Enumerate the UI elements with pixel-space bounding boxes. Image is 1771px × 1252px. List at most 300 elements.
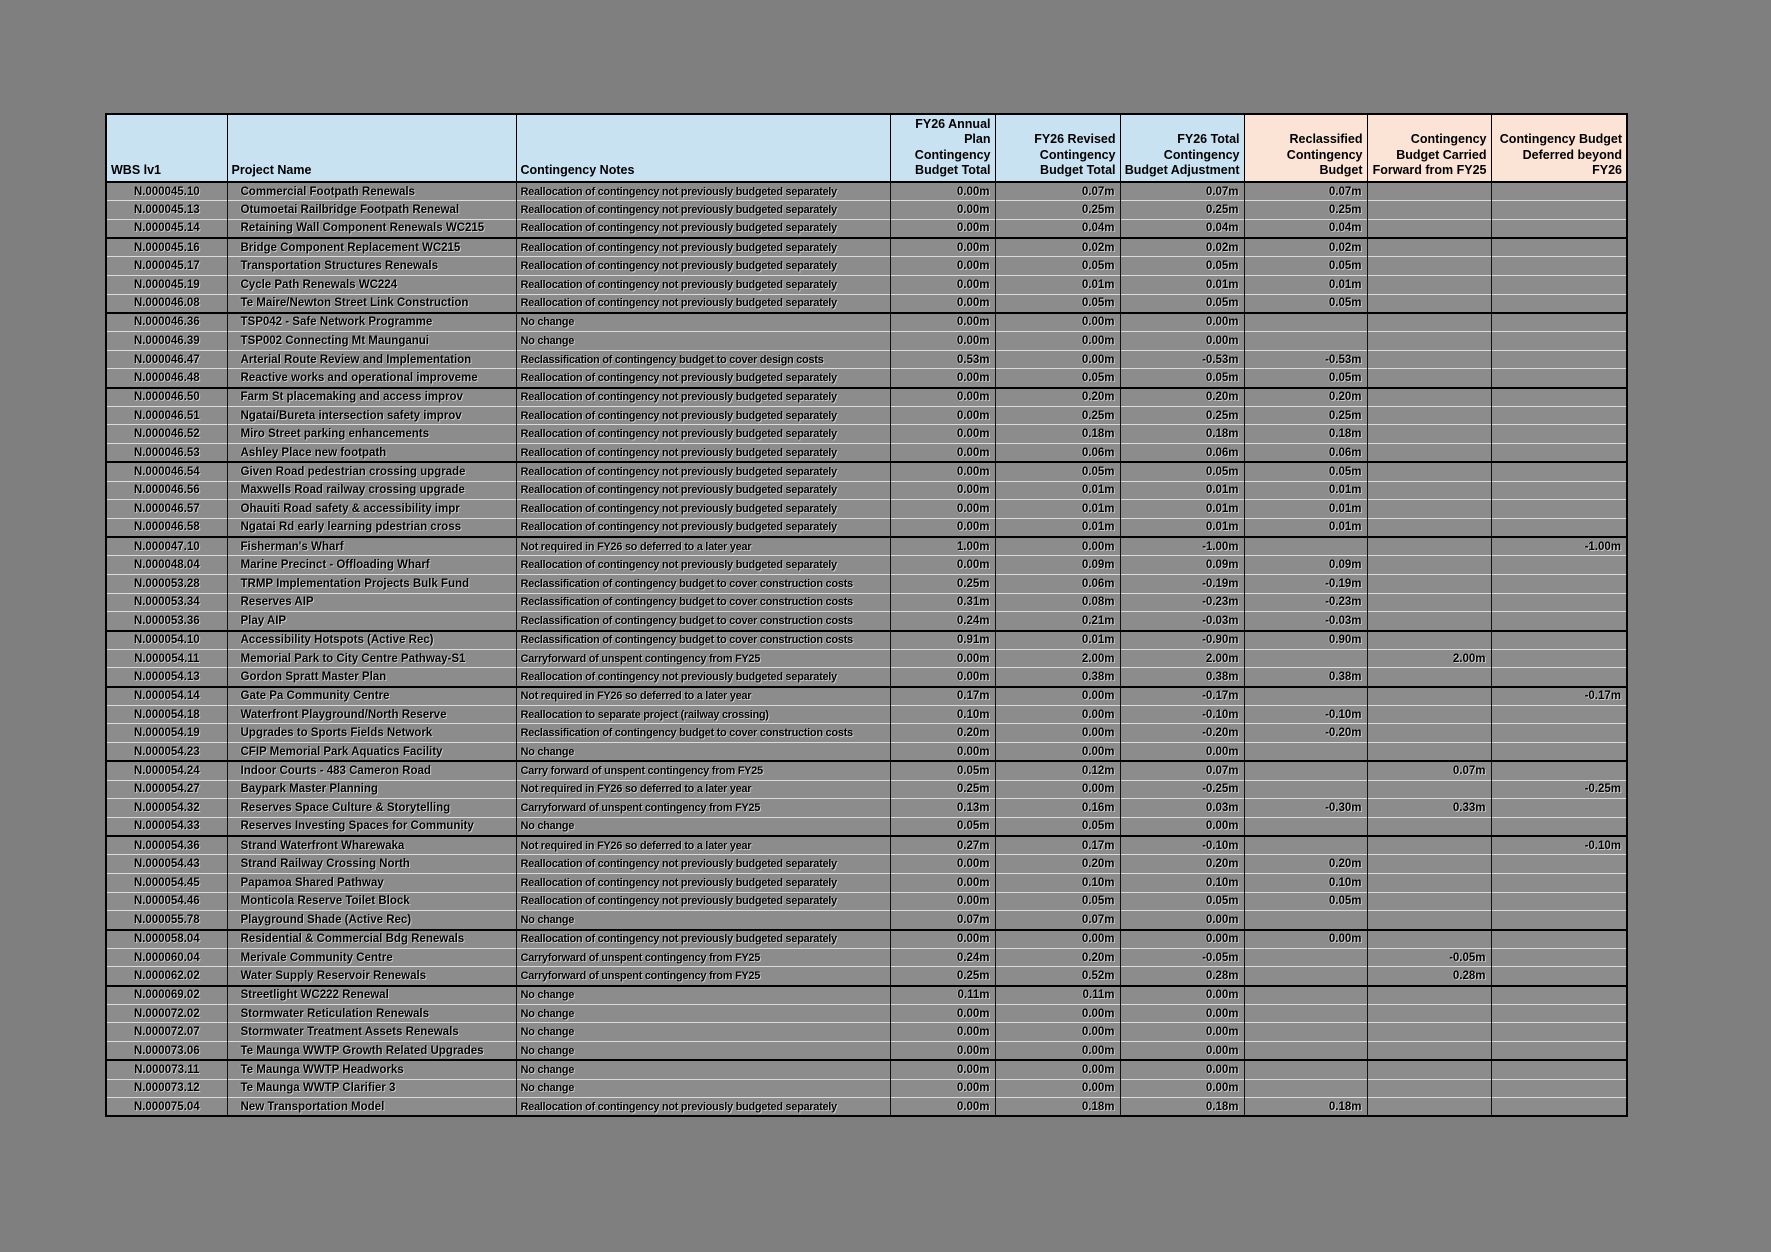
cell-deferred[interactable] <box>1491 388 1627 407</box>
cell-deferred[interactable] <box>1491 967 1627 986</box>
cell-deferred[interactable] <box>1491 761 1627 780</box>
cell-adjustment[interactable]: 0.18m <box>1120 1098 1244 1117</box>
cell-adjustment[interactable]: 0.05m <box>1120 294 1244 313</box>
cell-annual[interactable]: 0.00m <box>890 332 995 351</box>
cell-annual[interactable]: 0.00m <box>890 1004 995 1023</box>
cell-revised[interactable]: 0.38m <box>995 668 1120 687</box>
cell-notes[interactable]: Carryforward of unspent contingency from FY25 <box>516 967 890 986</box>
cell-notes[interactable]: Reallocation of contingency not previously budgeted separately <box>516 388 890 407</box>
cell-annual[interactable]: 0.00m <box>890 444 995 463</box>
cell-carried[interactable] <box>1367 612 1491 631</box>
cell-name[interactable]: Strand Railway Crossing North <box>227 855 516 874</box>
cell-reclassified[interactable] <box>1244 537 1367 556</box>
cell-notes[interactable]: Reallocation of contingency not previously budgeted separately <box>516 182 890 201</box>
cell-annual[interactable]: 0.00m <box>890 406 995 425</box>
cell-reclassified[interactable]: 0.05m <box>1244 892 1367 911</box>
cell-wbs[interactable]: N.000054.27 <box>106 780 227 799</box>
cell-wbs[interactable]: N.000058.04 <box>106 930 227 949</box>
cell-deferred[interactable] <box>1491 556 1627 575</box>
cell-annual[interactable]: 0.24m <box>890 612 995 631</box>
cell-carried[interactable] <box>1367 1098 1491 1117</box>
cell-notes[interactable]: Not required in FY26 so deferred to a later year <box>516 780 890 799</box>
cell-notes[interactable]: Carryforward of unspent contingency from FY25 <box>516 649 890 668</box>
cell-name[interactable]: Gate Pa Community Centre <box>227 687 516 706</box>
cell-notes[interactable]: Reallocation of contingency not previously budgeted separately <box>516 462 890 481</box>
cell-wbs[interactable]: N.000045.16 <box>106 238 227 257</box>
cell-adjustment[interactable]: 2.00m <box>1120 649 1244 668</box>
cell-wbs[interactable]: N.000073.11 <box>106 1060 227 1079</box>
cell-name[interactable]: Strand Waterfront Wharewaka <box>227 836 516 855</box>
cell-adjustment[interactable]: 0.00m <box>1120 911 1244 930</box>
cell-carried[interactable] <box>1367 332 1491 351</box>
cell-name[interactable]: TRMP Implementation Projects Bulk Fund <box>227 574 516 593</box>
cell-deferred[interactable] <box>1491 855 1627 874</box>
cell-reclassified[interactable]: 0.00m <box>1244 930 1367 949</box>
cell-wbs[interactable]: N.000054.24 <box>106 761 227 780</box>
cell-annual[interactable]: 0.20m <box>890 724 995 743</box>
cell-revised[interactable]: 0.06m <box>995 444 1120 463</box>
cell-wbs[interactable]: N.000054.14 <box>106 687 227 706</box>
cell-carried[interactable] <box>1367 892 1491 911</box>
cell-annual[interactable]: 0.17m <box>890 687 995 706</box>
cell-name[interactable]: Te Maunga WWTP Growth Related Upgrades <box>227 1042 516 1061</box>
cell-deferred[interactable]: -0.25m <box>1491 780 1627 799</box>
cell-annual[interactable]: 0.00m <box>890 238 995 257</box>
cell-notes[interactable]: Reclassification of contingency budget to cover construction costs <box>516 574 890 593</box>
cell-annual[interactable]: 0.00m <box>890 1098 995 1117</box>
cell-adjustment[interactable]: -0.10m <box>1120 705 1244 724</box>
cell-name[interactable]: Memorial Park to City Centre Pathway-S1 <box>227 649 516 668</box>
cell-annual[interactable]: 0.00m <box>890 313 995 332</box>
cell-reclassified[interactable]: -0.53m <box>1244 350 1367 369</box>
cell-notes[interactable]: Reallocation of contingency not previously budgeted separately <box>516 500 890 519</box>
cell-annual[interactable]: 0.00m <box>890 201 995 220</box>
cell-notes[interactable]: Reallocation of contingency not previously budgeted separately <box>516 518 890 537</box>
cell-revised[interactable]: 0.05m <box>995 462 1120 481</box>
cell-adjustment[interactable]: -0.03m <box>1120 612 1244 631</box>
cell-name[interactable]: Farm St placemaking and access improv <box>227 388 516 407</box>
cell-revised[interactable]: 0.18m <box>995 425 1120 444</box>
cell-revised[interactable]: 0.20m <box>995 948 1120 967</box>
cell-wbs[interactable]: N.000073.12 <box>106 1079 227 1098</box>
cell-deferred[interactable] <box>1491 444 1627 463</box>
cell-wbs[interactable]: N.000046.53 <box>106 444 227 463</box>
cell-name[interactable]: Ngatai/Bureta intersection safety improv <box>227 406 516 425</box>
cell-wbs[interactable]: N.000055.78 <box>106 911 227 930</box>
cell-revised[interactable]: 0.02m <box>995 238 1120 257</box>
cell-revised[interactable]: 0.21m <box>995 612 1120 631</box>
cell-reclassified[interactable]: 0.01m <box>1244 500 1367 519</box>
cell-reclassified[interactable] <box>1244 332 1367 351</box>
cell-revised[interactable]: 0.00m <box>995 743 1120 762</box>
cell-carried[interactable]: -0.05m <box>1367 948 1491 967</box>
cell-deferred[interactable] <box>1491 799 1627 818</box>
cell-reclassified[interactable]: 0.01m <box>1244 481 1367 500</box>
column-header-name[interactable]: Project Name <box>227 114 516 182</box>
cell-annual[interactable]: 0.00m <box>890 388 995 407</box>
cell-name[interactable]: TSP042 - Safe Network Programme <box>227 313 516 332</box>
cell-reclassified[interactable]: 0.04m <box>1244 219 1367 238</box>
cell-reclassified[interactable]: 0.01m <box>1244 275 1367 294</box>
cell-adjustment[interactable]: 0.02m <box>1120 238 1244 257</box>
cell-name[interactable]: Reserves Space Culture & Storytelling <box>227 799 516 818</box>
cell-revised[interactable]: 0.09m <box>995 556 1120 575</box>
cell-deferred[interactable] <box>1491 668 1627 687</box>
cell-wbs[interactable]: N.000069.02 <box>106 986 227 1005</box>
cell-wbs[interactable]: N.000045.10 <box>106 182 227 201</box>
cell-carried[interactable]: 0.07m <box>1367 761 1491 780</box>
cell-name[interactable]: CFIP Memorial Park Aquatics Facility <box>227 743 516 762</box>
cell-revised[interactable]: 0.00m <box>995 1060 1120 1079</box>
cell-notes[interactable]: No change <box>516 911 890 930</box>
cell-adjustment[interactable]: 0.05m <box>1120 462 1244 481</box>
cell-annual[interactable]: 0.00m <box>890 182 995 201</box>
cell-name[interactable]: Te Maunga WWTP Clarifier 3 <box>227 1079 516 1098</box>
cell-deferred[interactable]: -0.17m <box>1491 687 1627 706</box>
cell-reclassified[interactable]: 0.20m <box>1244 855 1367 874</box>
cell-deferred[interactable] <box>1491 948 1627 967</box>
cell-revised[interactable]: 0.05m <box>995 817 1120 836</box>
cell-carried[interactable] <box>1367 313 1491 332</box>
cell-revised[interactable]: 0.17m <box>995 836 1120 855</box>
cell-carried[interactable] <box>1367 481 1491 500</box>
cell-deferred[interactable] <box>1491 724 1627 743</box>
cell-annual[interactable]: 0.13m <box>890 799 995 818</box>
cell-deferred[interactable] <box>1491 1060 1627 1079</box>
cell-revised[interactable]: 0.01m <box>995 481 1120 500</box>
column-header-reclassified[interactable]: Reclassified Contingency Budget <box>1244 114 1367 182</box>
cell-reclassified[interactable]: 0.10m <box>1244 873 1367 892</box>
cell-revised[interactable]: 0.00m <box>995 350 1120 369</box>
cell-wbs[interactable]: N.000046.56 <box>106 481 227 500</box>
cell-adjustment[interactable]: 0.20m <box>1120 388 1244 407</box>
cell-wbs[interactable]: N.000046.51 <box>106 406 227 425</box>
cell-revised[interactable]: 0.12m <box>995 761 1120 780</box>
cell-revised[interactable]: 0.00m <box>995 705 1120 724</box>
cell-adjustment[interactable]: 0.00m <box>1120 1004 1244 1023</box>
cell-carried[interactable] <box>1367 631 1491 650</box>
cell-reclassified[interactable] <box>1244 1042 1367 1061</box>
cell-adjustment[interactable]: -0.17m <box>1120 687 1244 706</box>
cell-name[interactable]: Indoor Courts - 483 Cameron Road <box>227 761 516 780</box>
cell-reclassified[interactable]: 0.06m <box>1244 444 1367 463</box>
cell-reclassified[interactable] <box>1244 817 1367 836</box>
cell-revised[interactable]: 0.04m <box>995 219 1120 238</box>
cell-reclassified[interactable]: 0.05m <box>1244 462 1367 481</box>
cell-wbs[interactable]: N.000048.04 <box>106 556 227 575</box>
cell-annual[interactable]: 0.00m <box>890 481 995 500</box>
cell-wbs[interactable]: N.000054.45 <box>106 873 227 892</box>
cell-revised[interactable]: 0.01m <box>995 631 1120 650</box>
cell-revised[interactable]: 0.20m <box>995 388 1120 407</box>
cell-adjustment[interactable]: 0.00m <box>1120 332 1244 351</box>
cell-carried[interactable] <box>1367 537 1491 556</box>
cell-notes[interactable]: Reallocation of contingency not previously budgeted separately <box>516 930 890 949</box>
cell-name[interactable]: Bridge Component Replacement WC215 <box>227 238 516 257</box>
cell-notes[interactable]: No change <box>516 1079 890 1098</box>
cell-adjustment[interactable]: 0.00m <box>1120 817 1244 836</box>
cell-wbs[interactable]: N.000054.18 <box>106 705 227 724</box>
cell-revised[interactable]: 0.00m <box>995 332 1120 351</box>
cell-revised[interactable]: 0.05m <box>995 369 1120 388</box>
cell-reclassified[interactable]: 0.18m <box>1244 425 1367 444</box>
cell-adjustment[interactable]: -0.10m <box>1120 836 1244 855</box>
cell-annual[interactable]: 0.00m <box>890 668 995 687</box>
cell-name[interactable]: Gordon Spratt Master Plan <box>227 668 516 687</box>
cell-name[interactable]: Baypark Master Planning <box>227 780 516 799</box>
cell-revised[interactable]: 0.00m <box>995 537 1120 556</box>
cell-annual[interactable]: 0.00m <box>890 649 995 668</box>
cell-revised[interactable]: 0.10m <box>995 873 1120 892</box>
column-header-carried[interactable]: Contingency Budget Carried Forward from FY25 <box>1367 114 1491 182</box>
cell-deferred[interactable] <box>1491 817 1627 836</box>
cell-carried[interactable] <box>1367 1023 1491 1042</box>
cell-adjustment[interactable]: 0.00m <box>1120 1042 1244 1061</box>
cell-carried[interactable] <box>1367 724 1491 743</box>
cell-revised[interactable]: 0.00m <box>995 1079 1120 1098</box>
cell-notes[interactable]: Reallocation of contingency not previously budgeted separately <box>516 238 890 257</box>
cell-wbs[interactable]: N.000054.11 <box>106 649 227 668</box>
cell-adjustment[interactable]: 0.00m <box>1120 1023 1244 1042</box>
cell-revised[interactable]: 0.00m <box>995 313 1120 332</box>
cell-name[interactable]: Miro Street parking enhancements <box>227 425 516 444</box>
cell-wbs[interactable]: N.000054.43 <box>106 855 227 874</box>
cell-deferred[interactable] <box>1491 593 1627 612</box>
cell-wbs[interactable]: N.000046.52 <box>106 425 227 444</box>
cell-carried[interactable] <box>1367 350 1491 369</box>
cell-revised[interactable]: 0.25m <box>995 201 1120 220</box>
cell-wbs[interactable]: N.000062.02 <box>106 967 227 986</box>
cell-deferred[interactable]: -1.00m <box>1491 537 1627 556</box>
cell-revised[interactable]: 0.00m <box>995 1004 1120 1023</box>
cell-carried[interactable] <box>1367 1004 1491 1023</box>
cell-reclassified[interactable] <box>1244 967 1367 986</box>
cell-adjustment[interactable]: -0.25m <box>1120 780 1244 799</box>
cell-carried[interactable] <box>1367 462 1491 481</box>
cell-reclassified[interactable] <box>1244 911 1367 930</box>
cell-annual[interactable]: 0.07m <box>890 911 995 930</box>
cell-revised[interactable]: 0.05m <box>995 294 1120 313</box>
cell-carried[interactable] <box>1367 780 1491 799</box>
cell-wbs[interactable]: N.000073.06 <box>106 1042 227 1061</box>
cell-revised[interactable]: 0.07m <box>995 911 1120 930</box>
cell-reclassified[interactable] <box>1244 1060 1367 1079</box>
cell-carried[interactable] <box>1367 182 1491 201</box>
cell-carried[interactable] <box>1367 911 1491 930</box>
cell-reclassified[interactable]: -0.19m <box>1244 574 1367 593</box>
cell-revised[interactable]: 0.01m <box>995 518 1120 537</box>
cell-wbs[interactable]: N.000054.32 <box>106 799 227 818</box>
cell-adjustment[interactable]: 0.03m <box>1120 799 1244 818</box>
cell-adjustment[interactable]: 0.00m <box>1120 1079 1244 1098</box>
cell-adjustment[interactable]: 0.07m <box>1120 182 1244 201</box>
cell-reclassified[interactable]: 0.18m <box>1244 1098 1367 1117</box>
cell-annual[interactable]: 0.25m <box>890 967 995 986</box>
column-header-revised[interactable]: FY26 Revised Contingency Budget Total <box>995 114 1120 182</box>
cell-notes[interactable]: Reallocation of contingency not previously budgeted separately <box>516 275 890 294</box>
column-header-deferred[interactable]: Contingency Budget Deferred beyond FY26 <box>1491 114 1627 182</box>
cell-wbs[interactable]: N.000054.10 <box>106 631 227 650</box>
cell-notes[interactable]: Carry forward of unspent contingency from FY25 <box>516 761 890 780</box>
cell-deferred[interactable] <box>1491 332 1627 351</box>
cell-carried[interactable] <box>1367 1060 1491 1079</box>
cell-name[interactable]: New Transportation Model <box>227 1098 516 1117</box>
cell-name[interactable]: Commercial Footpath Renewals <box>227 182 516 201</box>
cell-annual[interactable]: 0.00m <box>890 556 995 575</box>
cell-annual[interactable]: 0.24m <box>890 948 995 967</box>
cell-carried[interactable] <box>1367 556 1491 575</box>
cell-notes[interactable]: Reallocation of contingency not previously budgeted separately <box>516 481 890 500</box>
cell-deferred[interactable] <box>1491 219 1627 238</box>
cell-notes[interactable]: No change <box>516 332 890 351</box>
cell-deferred[interactable] <box>1491 612 1627 631</box>
cell-carried[interactable] <box>1367 388 1491 407</box>
cell-name[interactable]: Monticola Reserve Toilet Block <box>227 892 516 911</box>
cell-notes[interactable]: Reclassification of contingency budget to cover construction costs <box>516 612 890 631</box>
cell-name[interactable]: Ngatai Rd early learning pdestrian cross <box>227 518 516 537</box>
cell-notes[interactable]: Reclassification of contingency budget to cover construction costs <box>516 724 890 743</box>
cell-name[interactable]: Stormwater Treatment Assets Renewals <box>227 1023 516 1042</box>
cell-revised[interactable]: 0.06m <box>995 574 1120 593</box>
cell-wbs[interactable]: N.000054.23 <box>106 743 227 762</box>
cell-name[interactable]: TSP002 Connecting Mt Maunganui <box>227 332 516 351</box>
cell-carried[interactable] <box>1367 444 1491 463</box>
cell-carried[interactable] <box>1367 855 1491 874</box>
cell-reclassified[interactable]: 0.38m <box>1244 668 1367 687</box>
cell-wbs[interactable]: N.000046.58 <box>106 518 227 537</box>
cell-adjustment[interactable]: 0.00m <box>1120 930 1244 949</box>
column-header-annual[interactable]: FY26 Annual Plan Contingency Budget Total <box>890 114 995 182</box>
cell-annual[interactable]: 0.25m <box>890 574 995 593</box>
cell-adjustment[interactable]: -1.00m <box>1120 537 1244 556</box>
cell-carried[interactable] <box>1367 930 1491 949</box>
cell-wbs[interactable]: N.000046.39 <box>106 332 227 351</box>
cell-carried[interactable] <box>1367 1079 1491 1098</box>
cell-notes[interactable]: No change <box>516 743 890 762</box>
cell-wbs[interactable]: N.000046.48 <box>106 369 227 388</box>
cell-reclassified[interactable]: -0.23m <box>1244 593 1367 612</box>
cell-wbs[interactable]: N.000046.50 <box>106 388 227 407</box>
cell-deferred[interactable] <box>1491 1098 1627 1117</box>
cell-wbs[interactable]: N.000045.17 <box>106 257 227 276</box>
cell-notes[interactable]: Reallocation of contingency not previously budgeted separately <box>516 406 890 425</box>
cell-annual[interactable]: 0.25m <box>890 780 995 799</box>
cell-adjustment[interactable]: 0.00m <box>1120 743 1244 762</box>
cell-reclassified[interactable]: -0.10m <box>1244 705 1367 724</box>
cell-adjustment[interactable]: 0.00m <box>1120 1060 1244 1079</box>
cell-name[interactable]: Playground Shade (Active Rec) <box>227 911 516 930</box>
cell-deferred[interactable] <box>1491 182 1627 201</box>
cell-carried[interactable] <box>1367 406 1491 425</box>
cell-name[interactable]: Te Maire/Newton Street Link Construction <box>227 294 516 313</box>
cell-notes[interactable]: Reallocation of contingency not previously budgeted separately <box>516 668 890 687</box>
cell-deferred[interactable] <box>1491 275 1627 294</box>
cell-annual[interactable]: 0.00m <box>890 892 995 911</box>
cell-annual[interactable]: 0.00m <box>890 518 995 537</box>
cell-carried[interactable]: 2.00m <box>1367 649 1491 668</box>
cell-adjustment[interactable]: 0.01m <box>1120 500 1244 519</box>
cell-adjustment[interactable]: 0.06m <box>1120 444 1244 463</box>
cell-deferred[interactable] <box>1491 574 1627 593</box>
cell-notes[interactable]: No change <box>516 313 890 332</box>
cell-adjustment[interactable]: 0.25m <box>1120 201 1244 220</box>
cell-reclassified[interactable] <box>1244 948 1367 967</box>
cell-carried[interactable]: 0.28m <box>1367 967 1491 986</box>
cell-deferred[interactable] <box>1491 911 1627 930</box>
cell-deferred[interactable]: -0.10m <box>1491 836 1627 855</box>
cell-name[interactable]: Waterfront Playground/North Reserve <box>227 705 516 724</box>
cell-wbs[interactable]: N.000047.10 <box>106 537 227 556</box>
cell-name[interactable]: Stormwater Reticulation Renewals <box>227 1004 516 1023</box>
cell-carried[interactable] <box>1367 257 1491 276</box>
cell-reclassified[interactable]: -0.03m <box>1244 612 1367 631</box>
cell-wbs[interactable]: N.000046.36 <box>106 313 227 332</box>
cell-reclassified[interactable]: 0.07m <box>1244 182 1367 201</box>
cell-name[interactable]: Reactive works and operational improveme <box>227 369 516 388</box>
cell-notes[interactable]: Reallocation of contingency not previously budgeted separately <box>516 257 890 276</box>
cell-adjustment[interactable]: 0.20m <box>1120 855 1244 874</box>
cell-name[interactable]: Merivale Community Centre <box>227 948 516 967</box>
cell-name[interactable]: Maxwells Road railway crossing upgrade <box>227 481 516 500</box>
cell-name[interactable]: Te Maunga WWTP Headworks <box>227 1060 516 1079</box>
cell-notes[interactable]: No change <box>516 817 890 836</box>
cell-adjustment[interactable]: 0.07m <box>1120 761 1244 780</box>
cell-deferred[interactable] <box>1491 313 1627 332</box>
cell-adjustment[interactable]: 0.10m <box>1120 873 1244 892</box>
cell-notes[interactable]: No change <box>516 1023 890 1042</box>
cell-carried[interactable] <box>1367 425 1491 444</box>
cell-annual[interactable]: 0.31m <box>890 593 995 612</box>
cell-notes[interactable]: Reallocation of contingency not previously budgeted separately <box>516 444 890 463</box>
cell-reclassified[interactable] <box>1244 1079 1367 1098</box>
cell-name[interactable]: Papamoa Shared Pathway <box>227 873 516 892</box>
cell-reclassified[interactable]: 0.05m <box>1244 257 1367 276</box>
cell-reclassified[interactable] <box>1244 687 1367 706</box>
cell-adjustment[interactable]: 0.00m <box>1120 313 1244 332</box>
cell-reclassified[interactable]: 0.20m <box>1244 388 1367 407</box>
cell-annual[interactable]: 0.00m <box>890 873 995 892</box>
cell-revised[interactable]: 0.18m <box>995 1098 1120 1117</box>
cell-annual[interactable]: 0.05m <box>890 761 995 780</box>
cell-reclassified[interactable] <box>1244 743 1367 762</box>
cell-name[interactable]: Water Supply Reservoir Renewals <box>227 967 516 986</box>
cell-reclassified[interactable] <box>1244 1023 1367 1042</box>
cell-annual[interactable]: 0.00m <box>890 1023 995 1042</box>
cell-notes[interactable]: Not required in FY26 so deferred to a later year <box>516 537 890 556</box>
cell-revised[interactable]: 0.11m <box>995 986 1120 1005</box>
cell-deferred[interactable] <box>1491 201 1627 220</box>
cell-deferred[interactable] <box>1491 649 1627 668</box>
cell-reclassified[interactable]: 0.05m <box>1244 294 1367 313</box>
cell-revised[interactable]: 0.05m <box>995 257 1120 276</box>
cell-carried[interactable] <box>1367 986 1491 1005</box>
cell-adjustment[interactable]: 0.38m <box>1120 668 1244 687</box>
cell-adjustment[interactable]: 0.04m <box>1120 219 1244 238</box>
cell-reclassified[interactable] <box>1244 1004 1367 1023</box>
cell-adjustment[interactable]: 0.00m <box>1120 986 1244 1005</box>
cell-notes[interactable]: Reallocation of contingency not previously budgeted separately <box>516 556 890 575</box>
cell-carried[interactable] <box>1367 705 1491 724</box>
column-header-wbs[interactable]: WBS lv1 <box>106 114 227 182</box>
cell-deferred[interactable] <box>1491 425 1627 444</box>
cell-name[interactable]: Upgrades to Sports Fields Network <box>227 724 516 743</box>
cell-adjustment[interactable]: 0.01m <box>1120 275 1244 294</box>
cell-notes[interactable]: Reallocation of contingency not previously budgeted separately <box>516 855 890 874</box>
cell-notes[interactable]: No change <box>516 986 890 1005</box>
cell-name[interactable]: Reserves AIP <box>227 593 516 612</box>
cell-reclassified[interactable] <box>1244 313 1367 332</box>
cell-reclassified[interactable]: 0.25m <box>1244 406 1367 425</box>
